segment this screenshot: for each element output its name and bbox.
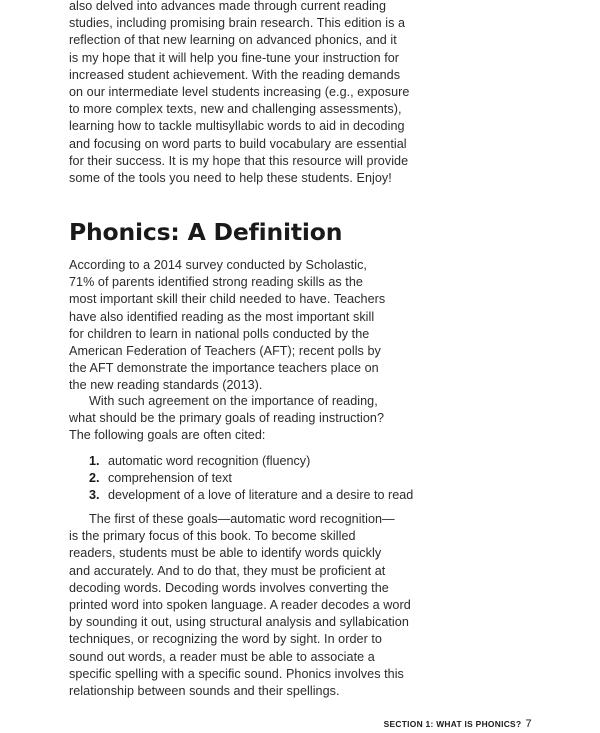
text-line: on our intermediate level students increasing (e.g., exposure <box>69 85 410 100</box>
text-line: and accurately. And to do that, they must be proficient at <box>69 563 386 578</box>
goals-list <box>89 453 413 505</box>
text-line: decoding words. Decoding words involves converting the <box>69 580 389 595</box>
text-line: increased student achievement. With the reading demands <box>69 67 401 82</box>
page-footer <box>384 718 532 730</box>
text-line: specific spelling with a specific sound. Phonics involves this <box>69 666 404 681</box>
section-heading: Phonics: A Definition <box>69 218 343 246</box>
text-line: and focusing on word parts to build vocabulary are essential <box>69 136 407 151</box>
text-line: also delved into advances made through current reading <box>69 0 387 13</box>
text-line: 71% of parents identified strong reading skills as the <box>69 275 363 290</box>
list-item <box>89 470 413 487</box>
text-line: According to a 2014 survey conducted by Scholastic, <box>69 258 367 272</box>
text-line: is the primary focus of this book. To become skilled <box>69 529 356 544</box>
text-line: sound out words, a reader must be able to associate a <box>69 649 375 664</box>
text-line: printed word into spoken language. A reader decodes a word <box>69 598 411 613</box>
definition-paragraph <box>69 257 385 395</box>
text-line: what should be the primary goals of reading instruction? <box>69 411 385 426</box>
text-line: relationship between sounds and their spellings. <box>69 684 340 699</box>
text-line: the new reading standards (2013). <box>69 378 263 393</box>
text-line: to more complex texts, new and challenging assessments), <box>69 102 402 117</box>
text-line: The first of these goals—automatic word recognition— <box>89 512 395 526</box>
text-line: With such agreement on the importance of reading, <box>89 394 378 408</box>
text-line: American Federation of Teachers (AFT); recent polls by <box>69 344 381 359</box>
intro-paragraph <box>69 0 409 187</box>
list-number: 3. <box>89 488 100 503</box>
text-line: most important skill their child needed to have. Teachers <box>69 292 386 307</box>
list-text: automatic word recognition (fluency) <box>108 454 311 468</box>
footer-section-title: SECTION 1: WHAT IS PHONICS? <box>383 719 522 729</box>
text-line: The following goals are often cited: <box>69 428 266 443</box>
text-line: readers, students must be able to identify words quickly <box>69 546 382 561</box>
list-number: 2. <box>89 471 100 486</box>
list-item <box>89 453 413 470</box>
list-text: development of a love of literature and a desire to read <box>108 488 414 503</box>
page-number: 7 <box>525 718 532 730</box>
text-line: the AFT demonstrate the importance teachers place on <box>69 361 379 376</box>
text-line: learning how to tackle multisyllabic words to aid in decoding <box>69 119 405 134</box>
text-line: some of the tools you need to help these students. Enjoy! <box>69 171 392 186</box>
text-line: by sounding it out, using structural analysis and syllabication <box>69 615 409 630</box>
goals-paragraph <box>69 393 384 445</box>
text-line: for their success. It is my hope that this resource will provide <box>69 153 409 168</box>
text-line: for children to learn in national polls conducted by the <box>69 326 370 341</box>
text-line: techniques, or recognizing the word by sight. In order to <box>69 632 382 647</box>
list-item <box>89 487 413 504</box>
list-text: comprehension of text <box>108 471 232 486</box>
text-line: is my hope that it will help you fine-tune your instruction for <box>69 50 400 65</box>
text-line: studies, including promising brain research. This edition is a <box>69 16 406 31</box>
text-line: reflection of that new learning on advanced phonics, and it <box>69 33 397 48</box>
text-line: have also identified reading as the most important skill <box>69 309 375 324</box>
focus-paragraph <box>69 511 411 700</box>
list-number: 1. <box>89 454 100 468</box>
